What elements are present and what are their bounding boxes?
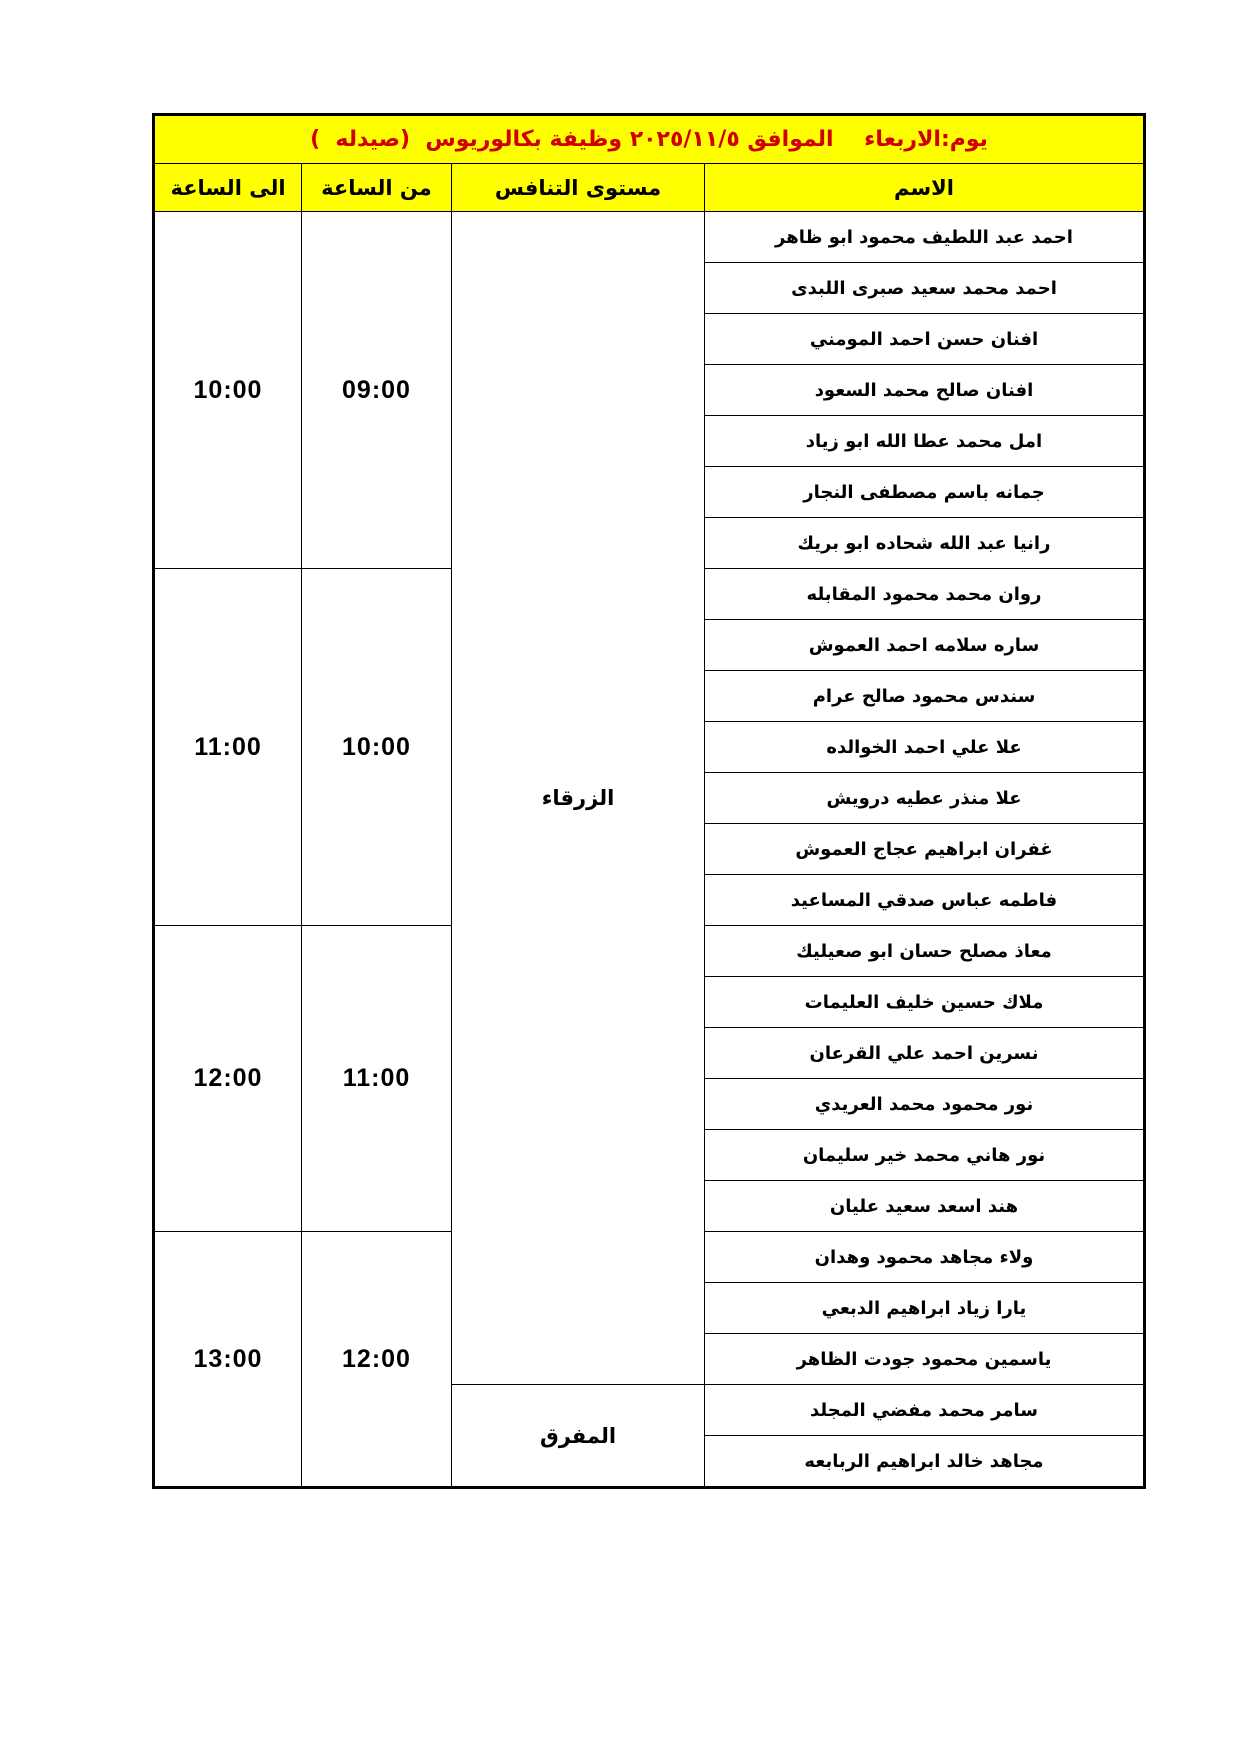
candidate-name: امل محمد عطا الله ابو زياد <box>705 416 1145 467</box>
candidate-name: ولاء مجاهد محمود وهدان <box>705 1232 1145 1283</box>
candidate-name: مجاهد خالد ابراهيم الربابعه <box>705 1436 1145 1488</box>
candidate-name: سامر محمد مفضي المجلد <box>705 1385 1145 1436</box>
to-hour-cell: 10:00 <box>154 212 302 569</box>
candidate-name: نسرين احمد علي القرعان <box>705 1028 1145 1079</box>
column-header-name: الاسم <box>705 164 1145 212</box>
from-hour-cell: 11:00 <box>302 926 452 1232</box>
schedule-row <box>154 212 1145 263</box>
table-title: يوم:الاربعاء الموافق ٢٠٢٥/١١/٥ وظيفة بكالوريوس (صيدله ) <box>154 115 1145 164</box>
title-row <box>154 115 1145 164</box>
from-hour-cell: 12:00 <box>302 1232 452 1488</box>
schedule-table <box>152 113 1146 1489</box>
candidate-name: افنان حسن احمد المومني <box>705 314 1145 365</box>
candidate-name: فاطمه عباس صدقي المساعيد <box>705 875 1145 926</box>
competition-level-cell: المفرق <box>452 1385 705 1488</box>
candidate-name: ساره سلامه احمد العموش <box>705 620 1145 671</box>
column-header-from-hour: من الساعة <box>302 164 452 212</box>
candidate-name: هند اسعد سعيد عليان <box>705 1181 1145 1232</box>
candidate-name: غفران ابراهيم عجاج العموش <box>705 824 1145 875</box>
candidate-name: علا منذر عطيه درويش <box>705 773 1145 824</box>
candidate-name: علا علي احمد الخوالده <box>705 722 1145 773</box>
candidate-name: يارا زياد ابراهيم الدبعي <box>705 1283 1145 1334</box>
to-hour-cell: 11:00 <box>154 569 302 926</box>
candidate-name: نور هاني محمد خير سليمان <box>705 1130 1145 1181</box>
candidate-name: رانيا عبد الله شحاده ابو بريك <box>705 518 1145 569</box>
candidate-name: ملاك حسين خليف العليمات <box>705 977 1145 1028</box>
to-hour-cell: 13:00 <box>154 1232 302 1488</box>
candidate-name: ياسمين محمود جودت الظاهر <box>705 1334 1145 1385</box>
candidate-name: نور محمود محمد العريدي <box>705 1079 1145 1130</box>
from-hour-cell: 09:00 <box>302 212 452 569</box>
column-header-row <box>154 164 1145 212</box>
candidate-name: جمانه باسم مصطفى النجار <box>705 467 1145 518</box>
column-header-competition-level: مستوى التنافس <box>452 164 705 212</box>
candidate-name: احمد محمد سعيد صبرى اللبدى <box>705 263 1145 314</box>
column-header-to-hour: الى الساعة <box>154 164 302 212</box>
candidate-name: معاذ مصلح حسان ابو صعيليك <box>705 926 1145 977</box>
to-hour-cell: 12:00 <box>154 926 302 1232</box>
candidate-name: روان محمد محمود المقابله <box>705 569 1145 620</box>
candidate-name: احمد عبد اللطيف محمود ابو ظاهر <box>705 212 1145 263</box>
schedule-rows <box>154 212 1145 1488</box>
from-hour-cell: 10:00 <box>302 569 452 926</box>
competition-level-cell: الزرقاء <box>452 212 705 1385</box>
candidate-name: افنان صالح محمد السعود <box>705 365 1145 416</box>
candidate-name: سندس محمود صالح عرام <box>705 671 1145 722</box>
